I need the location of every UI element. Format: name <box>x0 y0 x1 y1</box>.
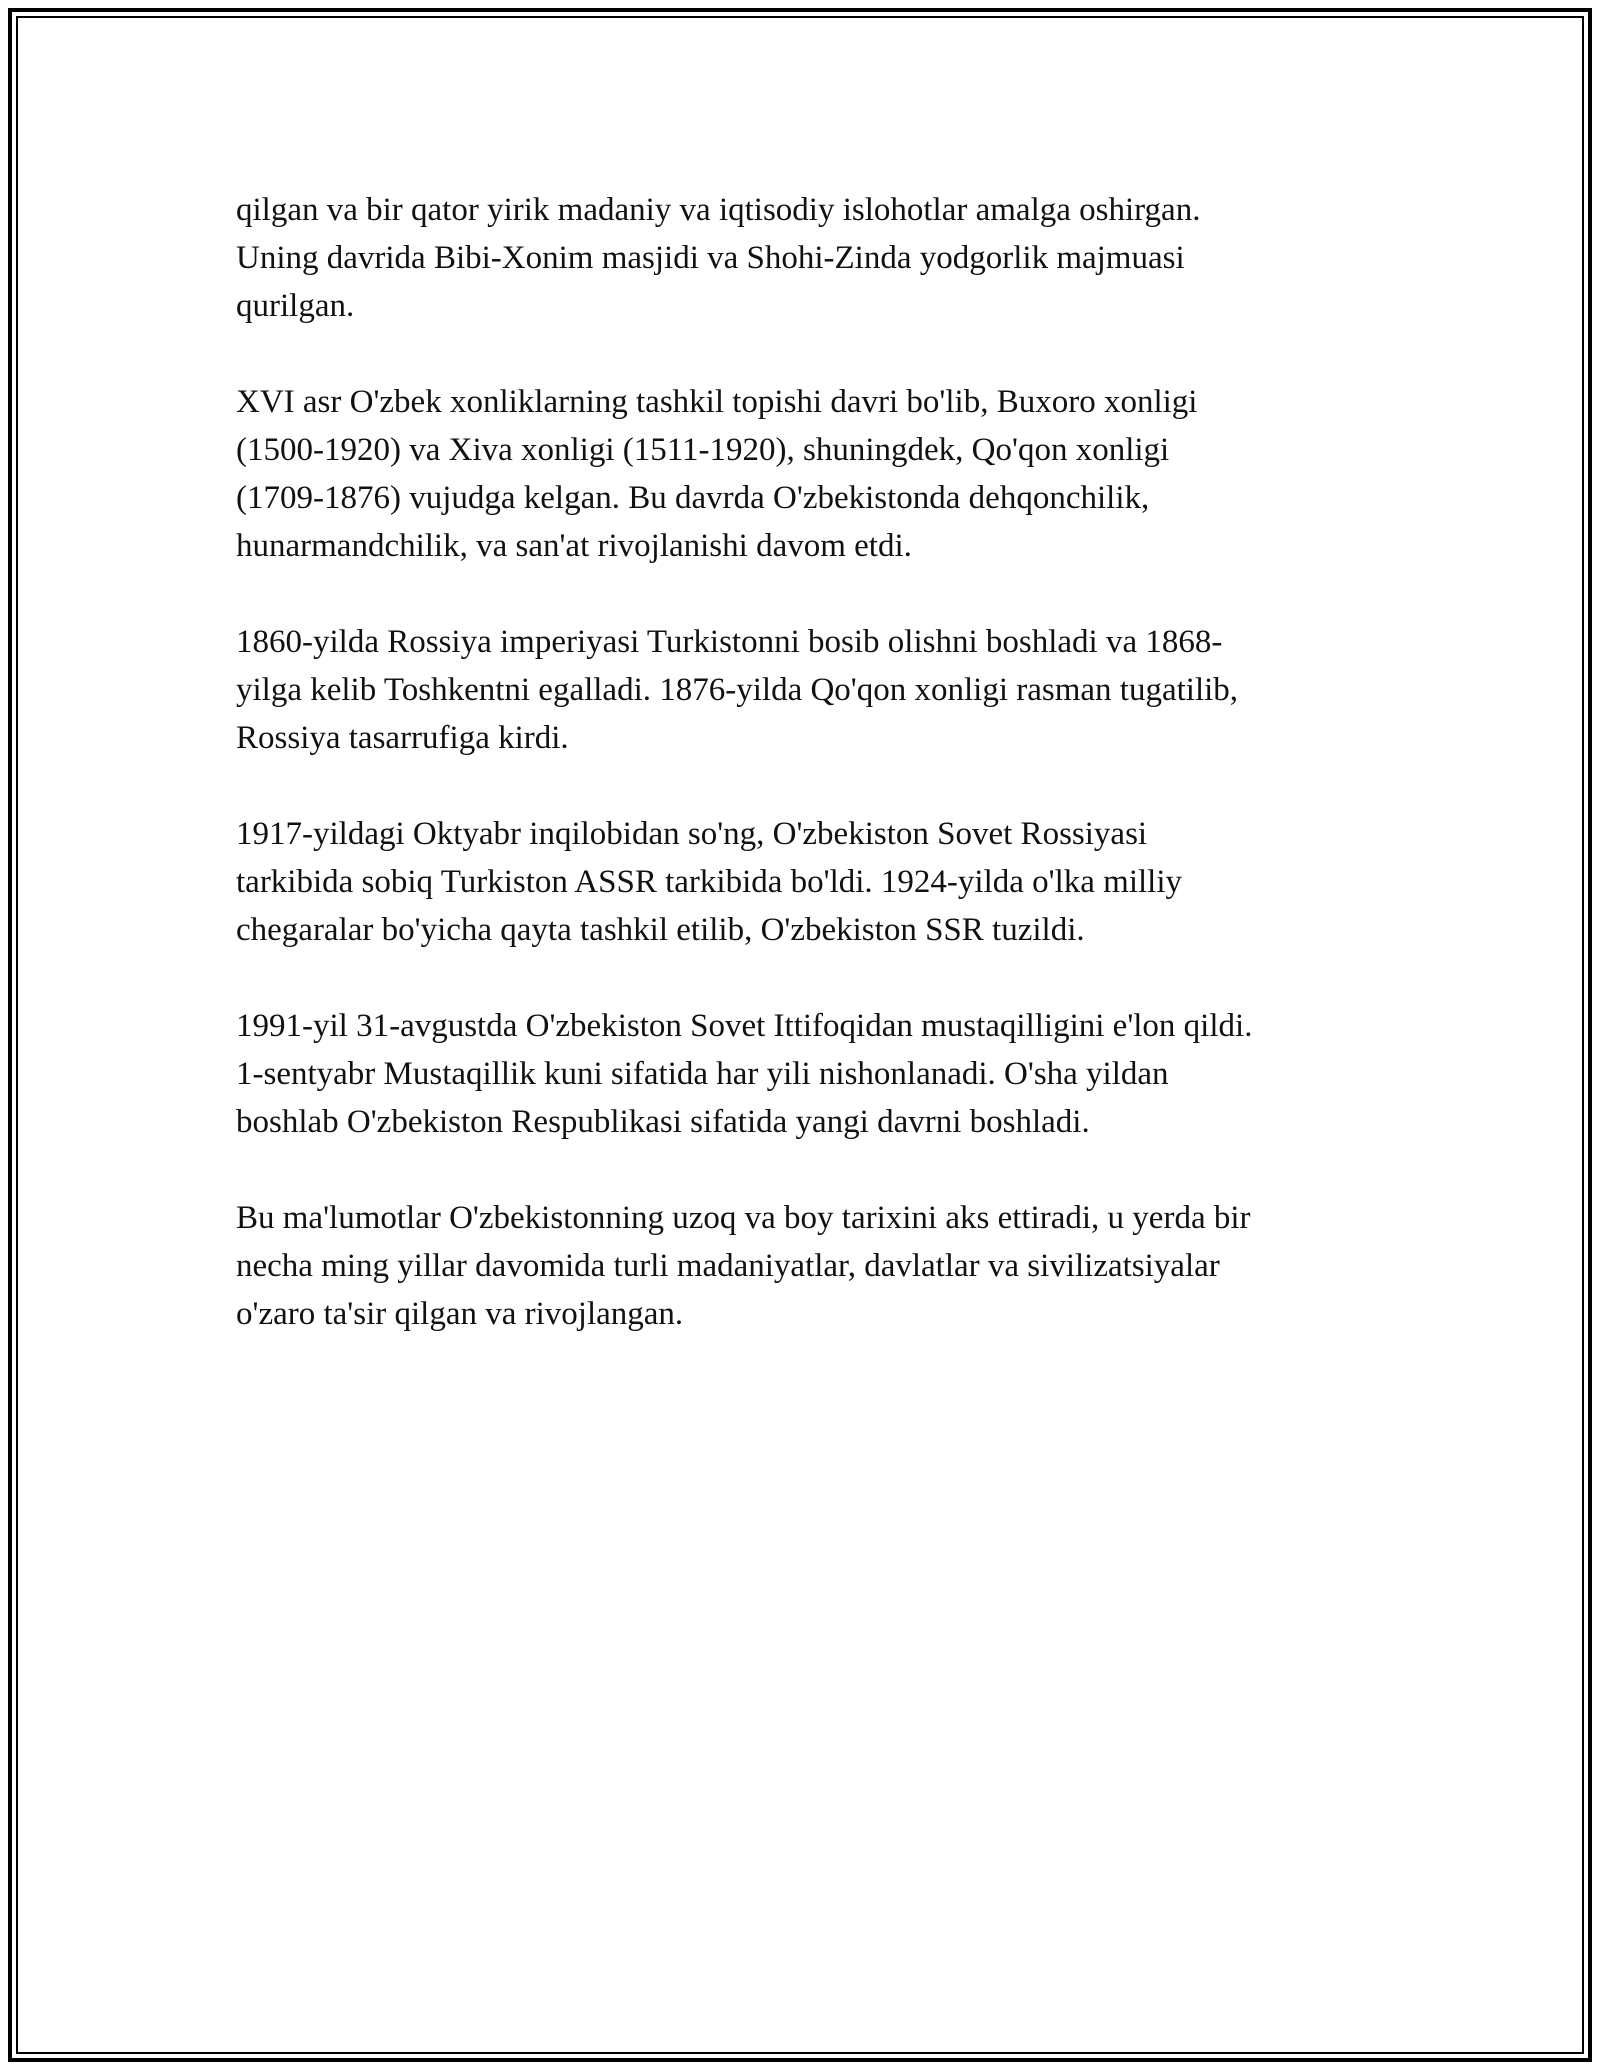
paragraph: 1860-yilda Rossiya imperiyasi Turkistonni bosib olishni boshladi va 1868- yilga kelib Toshkentni egalladi. 1876-yilda Qo'qon xonligi rasman tugatilib, Rossiya tasarrufiga kirdi. <box>236 624 1239 756</box>
paragraph: qilgan va bir qator yirik madaniy va iqtisodiy islohotlar amalga oshirgan. Uning davrida Bibi-Xonim masjidi va Shohi-Zinda yodgorlik majmuasi qurilgan. <box>236 192 1201 324</box>
paragraph: Bu ma'lumotlar O'zbekistonning uzoq va boy tarixini aks ettiradi, u yerda bir necha ming yillar davomida turli madaniyatlar, davlatlar va sivilizatsiyalar o'zaro ta'sir qilgan va rivojlangan. <box>236 1200 1251 1332</box>
document-body <box>236 186 1376 1386</box>
paragraph: 1991-yil 31-avgustda O'zbekiston Sovet Ittifoqidan mustaqilligini e'lon qildi. 1-sentyabr Mustaqillik kuni sifatida har yili nishonlanadi. O'sha yildan boshlab O'zbekiston Respublikasi sifatida yangi davrni boshladi. <box>236 1008 1253 1140</box>
paragraph: 1917-yildagi Oktyabr inqilobidan so'ng, O'zbekiston Sovet Rossiyasi tarkibida sobiq Turkiston ASSR tarkibida bo'ldi. 1924-yilda o'lka milliy chegaralar bo'yicha qayta tashkil etilib, O'zbekiston SSR tuzildi. <box>236 816 1182 948</box>
paragraph: XVI asr O'zbek xonliklarning tashkil topishi davri bo'lib, Buxoro xonligi (1500-1920) va Xiva xonligi (1511-1920), shuningdek, Qo'qon xonligi (1709-1876) vujudga kelgan. Bu davrda O'zbekistonda dehqonchilik, hunarmandchilik, va san'at rivojlanishi davom etdi. <box>236 384 1198 564</box>
